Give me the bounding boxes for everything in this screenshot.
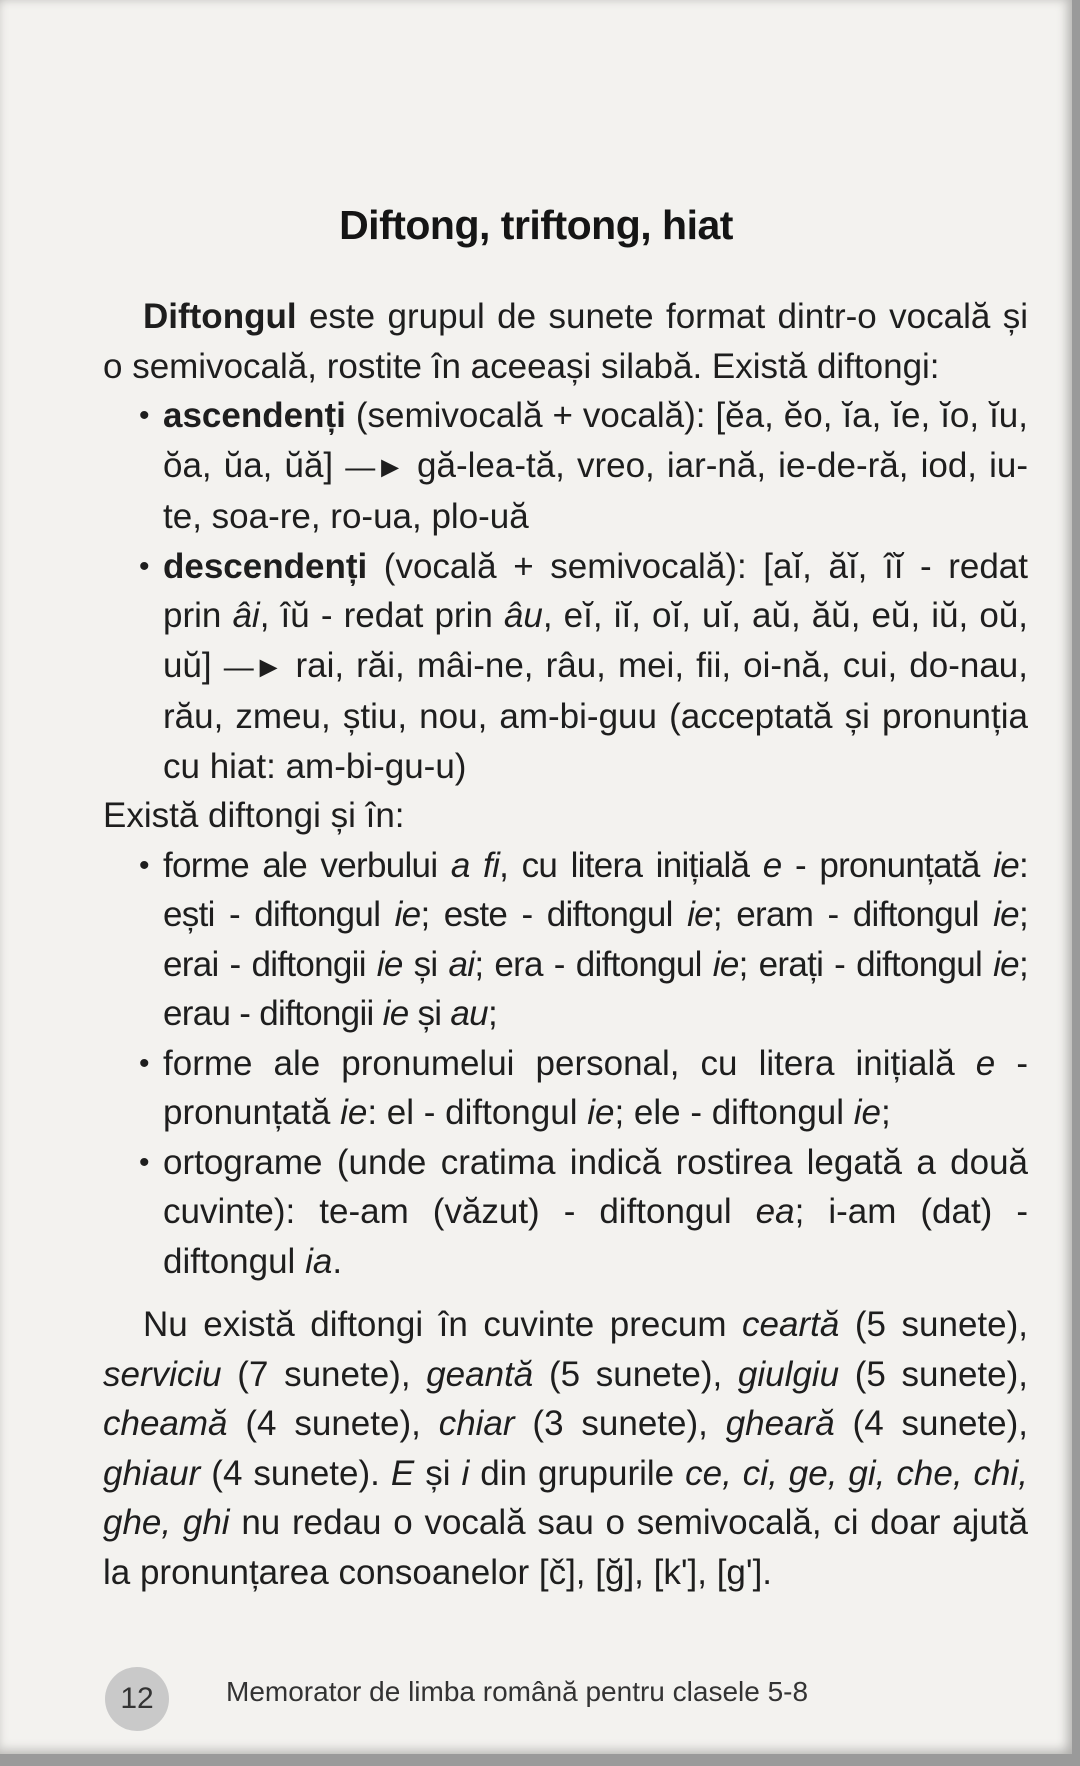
list-item-ortograme: • ortograme (unde cratima indică rostirea legată a două cuvinte): te-am (văzut) - diftongul ea; i-am (dat) - diftongul ia.: [103, 1138, 1028, 1287]
list-item-pronume: • forme ale pronumelui personal, cu litera inițială e - pronunțată ie: el - diftongul ie; ele - diftongul ie;: [103, 1039, 1028, 1138]
book-title-footer: Memorator de limba română pentru clasele 5-8: [226, 1676, 809, 1707]
term-diftongul: Diftongul: [143, 297, 297, 336]
page-title: Diftong, triftong, hiat: [339, 202, 733, 248]
exista-in-line: Există diftongi și în:: [103, 796, 405, 835]
list-item-ascendenti: • ascendenți (semivocală + vocală): [ĕa, ĕo, ĭa, ĭe, ĭo, ĭu, ŏa, ŭa, ŭă] —► gă-lea-tă, vreo, iar-nă, ie-de-ră, iod, iu-te, soa-re, ro-ua, plo-uă: [103, 391, 1028, 542]
intro-paragraph: Diftongul este grupul de sunete format dintr-o vocală și o semivocală, rostite în aceeași silabă. Există diftongi:: [103, 297, 1028, 386]
list-item-verb-a-fi: • forme ale verbului a fi, cu litera inițială e - pronunțată ie: ești - diftongul ie; este - diftongul ie; eram - diftongul ie; erai - diftongii ie și ai; era - diftongul ie; erați - diftongul ie; erau - diftongii ie și au;: [103, 841, 1028, 1039]
list-item-descendenti: • descendenți (vocală + semivocală): [aĭ, ăĭ, îĭ - redat prin âi, îŭ - redat prin âu, eĭ, iĭ, oĭ, uĭ, aŭ, ăŭ, eŭ, iŭ, oŭ, uŭ] —► rai, răi, mâi-ne, râu, mei, fii, oi-nă, cui, do-nau, rău, zmeu, știu, nou, am-bi-guu (acceptată și pronunția cu hiat: am-bi-gu-u): [103, 542, 1028, 792]
arrow-icon: —►: [223, 650, 284, 684]
arrow-icon: —►: [345, 450, 405, 484]
page-number: 12: [105, 1667, 169, 1731]
other-cases-list: [103, 841, 1028, 1287]
nu-exista-paragraph: Nu există diftongi în cuvinte precum ceartă (5 sunete), serviciu (7 sunete), geantă (5 sunete), giulgiu (5 sunete), cheamă (4 sunete), chiar (3 sunete), gheară (4 sunete), ghiaur (4 sunete). E și i din grupurile ce, ci, ge, gi, che, chi, ghe, ghi nu redau o vocală sau o semivocală, ci doar ajută la pronunțarea consoanelor [č], [ğ], [k'], [g'].: [103, 1305, 1028, 1592]
diftong-types-list: [103, 391, 1028, 791]
page-content: [103, 292, 1028, 1597]
